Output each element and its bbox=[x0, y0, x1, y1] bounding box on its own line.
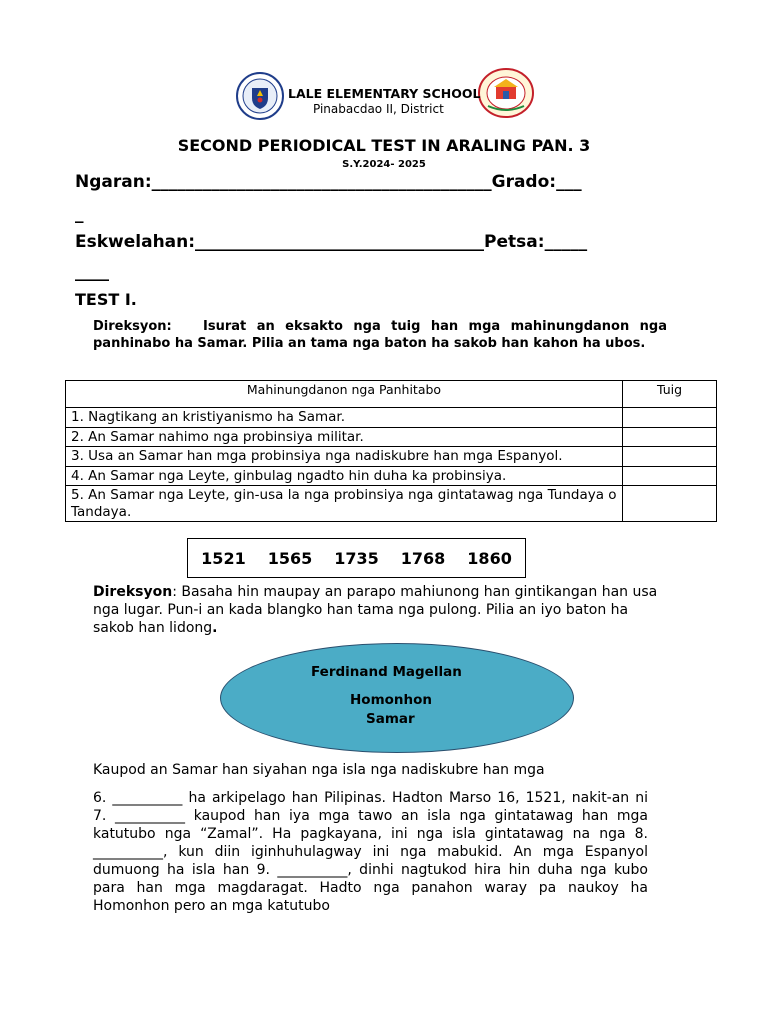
school-logo-icon bbox=[478, 68, 534, 118]
direction-one-text: Isurat an eksakto nga tuig han mga mahinungdanon nga panhinabo ha Samar. Pilia an tama nga baton ha sakob han kahon ha ubos. bbox=[93, 319, 668, 351]
table-header-year: Tuig bbox=[623, 381, 717, 408]
date-label: Petsa: bbox=[484, 232, 545, 252]
event-cell: 3. Usa an Samar han mga probinsiya nga nadiskubre han mga Espanyol. bbox=[66, 447, 623, 467]
name-blank[interactable]: ________________________________________ bbox=[151, 172, 492, 192]
word-choice: Homonhon bbox=[350, 692, 433, 708]
events-table bbox=[65, 380, 717, 522]
table-row bbox=[66, 466, 717, 486]
school-blank[interactable]: __________________________________ bbox=[195, 232, 485, 252]
name-label: Ngaran: bbox=[75, 172, 152, 192]
test-title: SECOND PERIODICAL TEST IN ARALING PAN. 3 bbox=[177, 136, 591, 155]
school-year: S.Y.2024- 2025 bbox=[342, 159, 426, 170]
date-blank[interactable]: _____ bbox=[544, 232, 588, 252]
year-choices-box bbox=[187, 538, 526, 578]
event-cell: 2. An Samar nahimo nga probinsiya militar. bbox=[66, 427, 623, 447]
grade-blank-continued[interactable]: _ bbox=[75, 204, 84, 224]
table-row bbox=[66, 408, 717, 428]
passage-body: 6. __________ ha arkipelago han Pilipinas. Hadton Marso 16, 1521, nakit-an ni 7. __________ kaupod han iya mga tawo an isla nga gintatawag han mga katutubo nga “Zamal”. Ha pagkayana, ini nga isla gintatawag na nga 8. __________, kun diin iginhuhulagway ini nga mabukid. An mga Espanyol dumuong ha isla han 9. __________, dinhi nagtukod hira hin duha nga kubo para han mga magdaragat. Hadto nga panahon waray pa naukoy ha Homonhon pero an mga katutubo bbox=[93, 790, 648, 914]
deped-seal-icon bbox=[236, 72, 284, 120]
direction-two-end: . bbox=[212, 620, 218, 636]
year-answer-cell[interactable] bbox=[623, 447, 717, 467]
direction-one-label: Direksyon: bbox=[93, 319, 172, 334]
year-choice: 1768 bbox=[400, 548, 446, 568]
direction-two bbox=[93, 583, 668, 637]
year-choice: 1860 bbox=[467, 548, 512, 568]
year-answer-cell[interactable] bbox=[623, 427, 717, 447]
name-grade-line bbox=[75, 172, 582, 192]
year-answer-cell[interactable] bbox=[623, 466, 717, 486]
table-row bbox=[66, 486, 717, 522]
event-cell: 5. An Samar nga Leyte, gin-usa la nga probinsiya nga gintatawag nga Tundaya o Tandaya. bbox=[66, 486, 623, 522]
word-choice: Samar bbox=[366, 711, 415, 727]
table-row bbox=[66, 447, 717, 467]
grade-blank[interactable]: ___ bbox=[556, 172, 582, 192]
direction-two-text: : Basaha hin maupay an parapo mahiunong han gintikangan han usa nga lugar. Pun-i an kada blangko han tama nga pulong. Pilia an iyo baton ha sakob han lidong bbox=[93, 584, 658, 636]
school-name: LALE ELEMENTARY SCHOOL bbox=[288, 86, 481, 101]
table-header-row bbox=[66, 381, 717, 408]
year-answer-cell[interactable] bbox=[623, 408, 717, 428]
table-row bbox=[66, 427, 717, 447]
date-blank-continued[interactable]: ____ bbox=[75, 262, 109, 282]
school-district: Pinabacdao II, District bbox=[313, 102, 444, 116]
event-cell: 4. An Samar nga Leyte, ginbulag ngadto hin duha ka probinsiya. bbox=[66, 466, 623, 486]
year-answer-cell[interactable] bbox=[623, 486, 717, 522]
table-header-event: Mahinungdanon nga Panhitabo bbox=[66, 381, 623, 408]
year-choice: 1565 bbox=[267, 548, 313, 568]
school-label: Eskwelahan: bbox=[75, 232, 196, 252]
direction-one bbox=[93, 318, 667, 352]
school-date-line bbox=[75, 232, 587, 252]
test-label: TEST I. bbox=[75, 290, 137, 309]
event-cell: 1. Nagtikang an kristiyanismo ha Samar. bbox=[66, 408, 623, 428]
word-choice: Ferdinand Magellan bbox=[311, 664, 462, 680]
year-choice: 1735 bbox=[334, 548, 379, 568]
passage-first-line: Kaupod an Samar han siyahan nga isla nga nadiskubre han mga bbox=[93, 762, 545, 778]
grade-label: Grado: bbox=[491, 172, 557, 192]
direction-two-label: Direksyon bbox=[93, 584, 173, 600]
year-choice: 1521 bbox=[201, 548, 246, 568]
